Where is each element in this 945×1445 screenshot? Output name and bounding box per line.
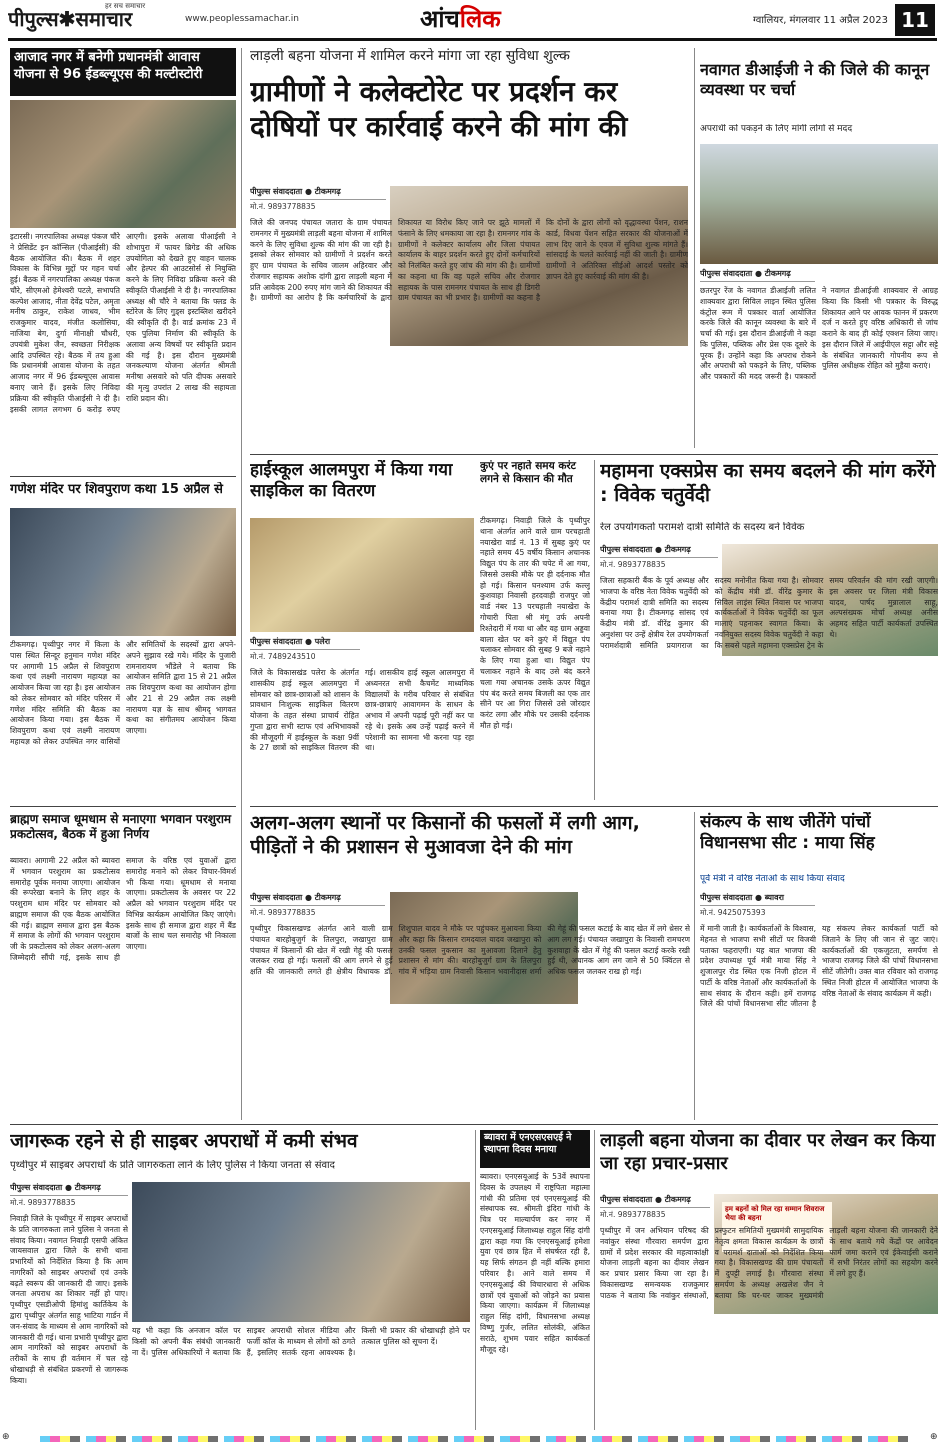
right-mid-byline: पीपुल्स संवाददाता ● टीकमगढ़ — [600, 544, 718, 558]
bot-mid-body: ब्यावरा। एनएसयूआई के 53वें स्थापना दिवस के उपलक्ष्य में राष्ट्रपिता महात्मा गांधी की प्रतिमा एवं एनएसयूआई की संस्थापक स्व. श्रीमती इंदिरा गांधी के चित्र पर माल्यार्पण कर नगर में एनएसयूआई जिलाध्यक्ष राहुल सिंह दांगी द्वारा कहा गया कि एनएसयूआई हमेशा युवा एवं छात्र हित में संघर्षरत रही है, यह सिर्फ संगठन ही नहीं बल्कि हमारा परिवार है। आने वाले समय में एनएसयूआई की विचारधारा से अधिक छात्रों एवं युवाओं को जोड़ने का प्रयास किया जाएगा। कार्यक्रम में जिलाध्यक्ष राहुल सिंह दांगी, विधानसभा अध्यक्ष विष्णु गुर्जर, ललित सोलंकी, अंकित सराठे, शुभम पवार सहित कार्यकर्ता मौजूद रहे। — [480, 1172, 590, 1354]
right-mid2-byline: पीपुल्स संवाददाता ● ब्यावरा — [700, 892, 815, 906]
bot-right-body: पृथ्वीपुर में जन अभियान परिषद की नवांकुर संस्था गौरवारा समर्पण द्वारा ग्रामों में प्रदेश सरकार की महत्वाकांक्षी योजना लाड़ली बहना का दीवार लेखन कर प्रचार प्रसार किया जा रहा है। विकासखण्ड समन्वयक राजकुमार पाठक ने बताया कि नवांकुर संस्थाओं, प्रस्फुटन समितियों मुख्यमंत्री सामुदायिक नेतृत्व क्षमता विकास कार्यक्रम के छात्रों व परामर्श दाताओं को निर्देशित किया गया है। विकासखण्ड की ग्राम पंचायतों में दुपट्टी लगाई है। गौरवारा संस्था समर्पण के अध्यक्ष अखलेश जैन ने बताया कि घर-घर जाकर मुख्यमंत्री लाड़ली बहना योजना की जानकारी देने के साथ बताये गये केंद्रों पर आवेदन फार्म जमा कराने एवं ईकेवाईसी कराने में सभी निरंतर लोगों का सहयोग करने में लगे हुए हैं। — [600, 1226, 938, 1300]
divider — [10, 476, 236, 477]
bot-left-mobile: मो.नं. 9893778835 — [10, 1198, 76, 1207]
divider — [10, 806, 236, 807]
section-title-part-a: आंच — [420, 4, 460, 33]
newspaper-logo: पीपुल्स✱समाचार — [8, 7, 133, 31]
col1-top-photo — [10, 100, 236, 228]
right-mid-body: जिला सहकारी बैंक के पूर्व अध्यक्ष और भाजपा के वरिष्ठ नेता विवेक चतुर्वेदी को केंद्रीय परामर्श दात्री समिति का सदस्य बनाया गया है। टीकमगढ़ सांसद एवं केंद्रीय मंत्री डॉ. वीरेंद्र कुमार की अनुशंसा पर उन्हें क्षेत्रीय रेल उपयोगकर्ता परामर्शदात्री समिति प्रयागराज का सदस्य मनोनीत किया गया है। सोमवार को केंद्रीय मंत्री डॉ. वीरेंद्र कुमार के सिविल लाइंस स्थित निवास पर भाजपा कार्यकर्ताओं ने विवेक चतुर्वेदी का फूल मालाएं पहनाकर स्वागत किया। के नवनियुक्त सदस्य विवेक चतुर्वेदी ने कहा कि सबसे पहले महामना एक्सप्रेस ट्रेन के समय परिवर्तन की मांग रखी जाएगी। इस अवसर पर जिला मंत्री विकास यादव, पार्षद मुन्नालाल साहू, अल्पसंख्यक मोर्चा अध्यक्ष अनीस अहमद सहित पार्टी कार्यकर्ता उपस्थित थे। — [600, 576, 938, 650]
top-story-body: जिले की जनपद पंचायत जतारा के ग्राम पंचायत रामनगर में मुख्यमंत्री लाड़ली बहना योजना में शामिल करने के लिए सुविधा शुल्क की मांग की जा रही है। इसको लेकर सोमवार को ग्रामीणों ने प्रदर्शन करते हुए ग्राम पंचायत के सचिव जालम अहिरवार और रोजगार सहायक अशोक दांगी द्वारा लाड़ली बहना में प्रति आवेदक 200 रुपए मांग जाने की शिकायत की है। ग्रामीणों का आरोप है कि कर्मचारियों के द्वारा शिकायत या विरोध किए जाने पर झूठे मामलों में फंसाने के लिए धमकाया जा रहा है। रामनगर गांव के ग्रामीणों ने कलेक्टर कार्यालय और जिला पंचायत कार्यालय के बाहर प्रदर्शन करते हुए दोनों कर्मचारियों को निलंबित करते हुए जांच की मांग की है। ग्रामीणों का कहना था कि वह पहले सचिव और रोजगार सहायक के पास रामनगर पंचायत के साथ ही डिगरी ग्राम पंचायत का भी प्रभार है। ग्रामीणों का कहना है कि दोनों के द्वारा लोगों को वृद्धावस्था पेंशन, राशन कार्ड, विधवा पेंशन सहित सरकार की योजनाओं में लाभ दिए जाने के एवज में सुविधा शुल्क मांगते हैं। सांसदाई के चलते कार्रवाई नहीं की जाती है। ग्रामीण ग्रामीणों ने अतिरिक्त सीईओ आदर्श पस्तोर को ज्ञापन देते हुए कार्रवाई की मांग की है। — [250, 218, 688, 303]
divider — [250, 806, 938, 807]
bot-left-body-a: निवाड़ी जिले के पृथ्वीपुर में साइबर अपराधों के प्रति जागरुकता लाने पुलिस ने जनता से संवाद किया। नवागत निवाड़ी एसपी अंकित जायसवाल द्वारा जिले के सभी थाना प्रभारियों को निर्देशित किया है कि आम नागरिकों को साइबर अपराधों एवं उनके बढ़ते स्वरूप की जानकारी दी जाए। इसके जनता अपराध का शिकार नहीं हो पाए। पृथ्वीपुर एसडीओपी हिमांशु कार्तिकेय के द्वारा पृथ्वीपुर अंतर्गत साहू भाटिया गार्डन में जन-संवाद के माध्यम से आम नागरिकों को जानकारी दी गई। थाना प्रभारी पृथ्वीपुर द्वारा आम नागरिकों को साइबर अपराधों के तरीकों के साथ ही वर्तमान में चल रहे धोखाधड़ी से संबंधित प्रकरणों से जागरूक किया। — [10, 1214, 128, 1385]
bot-right-headline: लाड़ली बहना योजना का दीवार पर लेखन कर किया जा रहा प्रचार-प्रसार — [600, 1130, 936, 1174]
right-top-byline: पीपुल्स संवाददाता ● टीकमगढ़ — [700, 268, 815, 282]
mid-left-photo — [250, 518, 474, 632]
newspaper-tagline: हर सच समाचार — [105, 2, 146, 10]
bot-left-kicker: पृथ्वीपुर में साइबर अपराधों के प्रति जागरुकता लाने के लिए पुलिस ने किया जनता से संवाद — [10, 1160, 335, 1171]
bot-right-byline: पीपुल्स संवाददाता ● टीकमगढ़ — [600, 1194, 710, 1208]
mid-left-mobile: मो.नं. 7489243510 — [250, 652, 316, 661]
section-title — [420, 2, 540, 34]
right-top-kicker: अपराधी को पकड़ने के लिए मांगी लोगों से मदद — [700, 124, 853, 134]
bot-left-photo — [132, 1182, 470, 1322]
column-divider — [694, 48, 695, 448]
bot-mid-headline: ब्यावरा में एनएसएसएई ने स्थापना दिवस मनाया — [480, 1130, 590, 1168]
divider — [250, 454, 938, 455]
dateline: ग्वालियर, मंगलवार 11 अप्रैल 2023 — [752, 15, 888, 26]
registration-mark-left: ⊕ — [2, 1432, 10, 1442]
col1-mid-body: टीकमगढ़। पृथ्वीपुर नगर में किला के पास स्थित सिन्दूर हनुमान गणेश मंदिर पर आगामी 15 अप्रैल से शिवपुराण कथा एवं लक्ष्मी नारायण महायज्ञ का आयोजन किया जा रहा है। इस आयोजन को लेकर सोमवार को मंदिर परिसर में गणेश मंदिर समिति की बैठक का आयोजन किया गया। इस बैठक में शिवपुराण कथा एवं लक्ष्मी नारायण महायज्ञ को लेकर उपस्थित नगर वासियों और समितियों के सदस्यों द्वारा अपने-अपने सुझाव रखे गये। मंदिर के पुजारी रामनारायण भौंडेले ने बताया कि आयोजन समिति द्वारा 15 से 21 अप्रैल तक शिवपुराण कथा का आयोजन होगा और 21 से 29 अप्रैल तक लक्ष्मी नारायण यज्ञ के साथ श्रीमद् भागवत कथा का संगीतमय आयोजन किया जाएगा। — [10, 640, 236, 747]
section-title-part-b: लिक — [459, 4, 501, 33]
right-top-headline: नवागत डीआईजी ने की जिले की कानून व्यवस्था पर चर्चा — [700, 60, 930, 99]
top-story-kicker: लाड़ली बहना योजना में शामिल करने मांगा जा रहा सुविधा शुल्क — [250, 48, 570, 64]
registration-mark-right: ⊕ — [930, 1432, 938, 1442]
mid-story-headline: अलग-अलग स्थानों पर किसानों की फसलों में लगी आग, पीड़ितों ने की प्रशासन से मुआवजा देने की मांग — [250, 812, 640, 858]
bot-left-headline: जागरूक रहने से ही साइबर अपराधों में कमी संभव — [10, 1130, 358, 1152]
col1-top-body: इटारसी। नगरपालिका अध्यक्ष पंकज चौरे ने प्रेसिडेंट इन कॉन्सिल (पीआईसी) की बैठक आयोजित की। बैठक में शहर विकास के विभिन्न मुद्दों पर गहन चर्चा हुई। बैठक में नगरपालिका अध्यक्ष पंकज चौरे, सीएमओ हेमेश्वरी पटले, सभापति कल्पेश आजाद, नीता देवेंद्र पटेल, अमृता मनीष ठाकुर, राकेश जाधव, भीम राजकुमार यादव, मंजीत कलोसिया, नाजिया बेग, दुर्गा मीनाक्षी चौधरी, उपयंत्री मुकेश जैन, स्वच्छता निरीक्षक आदि उपस्थित रहे। बैठक में तय हुआ कि प्रधानमंत्री आवास योजना के तहत आजाद नगर में 96 ईडब्ल्यूएस आवास बनाए जाने हैं। इसके लिए निविदा प्रक्रिया की स्वीकृति पीआईसी ने दी है। इसकी लागत लगभग 6 करोड़ रुपए आएगी। इसके अलावा पीआईसी ने शोभापुरा में फायर ब्रिगेड की अधिक उपयोगिता को देखते हुए वाहन चालक और हेल्पर की आउटसोर्स से नियुक्ति करने के लिए निविदा प्रक्रिया करने की स्वीकृति पीआईसी ने दी है। नगरपालिका अध्यक्ष श्री चौरे ने बताया कि फ्लड के स्टोरेज के लिए गुड्स इस्टब्लिश खरीदने की स्वीकृति दी है। वार्ड क्रमांक 23 में एक पुलिया निर्माण की स्वीकृति के अलावा अन्य विषयों पर स्वीकृति प्रदान की गई है। इस दौरान मुख्यमंत्री जनकल्याण योजना अंतर्गत श्रीमती मनीषा असवारे को पति दीपक असवारे की मृत्यु उपरांत 2 लाख की सहायता राशि प्रदान की। — [10, 232, 236, 414]
wall-painting-text: हम बहनों को मिल रहा सम्मान शिवराज भैया की बहना — [722, 1202, 832, 1252]
mid-story-mobile: मो.नं. 9893778835 — [250, 908, 316, 917]
mid-story-body: पृथ्वीपुर विकासखण्ड अंतर्गत आने वाली ग्राम पंचायत बारहोबुजुर्ग के तिलपुरा, जखापुरा ग्राम पंचायत में किसानों की खेत में रखी गेहूं की फसल जलकर राख हो गई। फसलों की आग लगने से हुई क्षति की जानकारी लगते ही क्षेत्रीय विधायक डॉ. शिशुपाल यादव ने मौके पर पहुंचकर मुआयना किया और कहा कि किसान रामदयाल यादव जखापुरा को उनकी फसल नुकसान का मुआवजा दिलाने हेतु प्रशासन से मांग की। बारहोबुजुर्ग ग्राम के तिलपुरा गांव में भड़िया ग्राम निवासी किसान भवानीदास शर्मा की गेहूं की फसल कटाई के बाद खेत में लगे थ्रेसर से आग लग गई। पंचायत जखापुरा के निवासी रामचरण कुशवाहा के खेत में गेहूं की फसल कटाई करके रखी हुई थी, अचानक आग लग जाने से 50 क्विंटल से अधिक फसल जलकर राख हो गई। — [250, 924, 690, 977]
right-mid-mobile: मो.नं. 9893778835 — [600, 560, 666, 569]
col1-bot-headline: ब्राह्मण समाज धूमधाम से मनाएगा भगवान परशुराम प्रकटोत्सव, बैठक में हुआ निर्णय — [10, 812, 232, 841]
right-mid-headline: महामना एक्सप्रेस का समय बदलने की मांग करेंगे : विवेक चतुर्वेदी — [600, 460, 936, 506]
divider — [10, 1124, 938, 1125]
right-top-body: छतरपुर रेंज के नवागत डीआईजी ललित शाक्यवार द्वारा सिविल लाइन स्थित पुलिस कंट्रोल रूम में पत्रकार वार्ता आयोजित करके जिले की कानून व्यवस्था के बारे में चर्चा की गई। इस दौरान डीआईजी ने कहा कि पुलिस, पब्लिक और प्रेस एक दूसरे के पूरक हैं। उन्होंने कहा कि अपराध रोकने और अपराधी को पकड़ने के लिए, पब्लिक और पत्रकारों की मदद जरूरी है। पत्रकारों ने नवागत डीआईजी शाक्यवार से आग्रह किया कि किसी भी पत्रकार के विरुद्ध शिकायत आने पर आवक फानन में प्रकरण दर्ज न करते हुए वरिष्ठ अधिकारी से जांच कराने के बाद ही कोई एक्शन लिया जाए। इस दौरान जिले में आईपीएल सट्टा और सट्टे के संबंधित जानकारी गोपनीय रूप से पुलिस अधीक्षक रोहित को मुहैया कराएं। — [700, 286, 938, 382]
column-divider — [475, 1130, 476, 1430]
right-mid2-kicker: पूर्व मंत्री ने वरिष्ठ नेताओं के साथ किया संवाद — [700, 874, 845, 884]
column-divider — [241, 48, 242, 1120]
top-story-mobile: मो.नं. 9893778835 — [250, 202, 316, 211]
right-mid-kicker: रेल उपयोगकर्ता परामर्श दात्री समिति के सदस्य बने विवेक — [600, 522, 805, 533]
mid-left-byline: पीपुल्स संवाददाता ● पलेरा — [250, 636, 360, 650]
mid-center-headline: कुएं पर नहाते समय करंट लगने से किसान की मौत — [480, 460, 576, 486]
right-top-photo — [700, 144, 938, 264]
column-divider — [694, 812, 695, 1120]
header-rule — [8, 38, 937, 41]
col1-bot-body: ब्यावरा। आगामी 22 अप्रैल को ब्यावरा में भगवान परशुराम का प्रकटोत्सव समारोह पूर्वक मनाया जाएगा। आयोजन की रूपरेखा बनाने के लिए शहर के परशुराम धाम मंदिर पर सोमवार को ब्राह्मण समाज की एक बैठक आयोजित की गई। ब्राह्मण समाज द्वारा इस बैठक में समाज के लोगों की भगवान परशुराम जी के प्रकटोत्सव को लेकर अलग-अलग जिम्मेदारी सौंपी गई, इसके साथ ही समाज के वरिष्ठ एवं युवाओं द्वारा समारोह मनाने को लेकर विचार-विमर्श भी किया गया। धूमधाम से मनाया जाएगा। प्रकटोत्सव के अवसर पर 22 अप्रैल को भगवान परशुराम मंदिर पर विभिन्न कार्यक्रम आयोजित किए जाएंगे। इसके साथ ही समाज द्वारा शहर में बैंड बाजों के साथ चल समारोह भी निकाला जाएगा। — [10, 856, 236, 963]
column-divider — [594, 460, 595, 800]
website-url[interactable]: www.peoplessamachar.in — [185, 14, 299, 24]
top-story-headline: ग्रामीणों ने कलेक्टोरेट पर प्रदर्शन कर दोषियों पर कार्रवाई करने की मांग की — [250, 75, 628, 143]
right-mid2-body: में मानी जाती है। कार्यकर्ताओं के विश्वास, मेहनत से भाजपा सभी सीटों पर विजयी पताका फहराएगी। यह बात भाजपा की प्रदेश उपाध्यक्ष पूर्व मंत्री माया सिंह ने शुजालपुर रोड स्थित एक निजी होटल में पार्टी के वरिष्ठ नेताओं और कार्यकर्ताओं के साथ संवाद के दौरान कही। हमें राजगढ़ जिले की पांचों विधानसभा सीट जीतना है यह संकल्प लेकर कार्यकर्ता पार्टी को जिताने के लिए जी जान से जुट जाएं। कार्यकर्ताओं की एकजुटता, समर्पण से भाजपा राजगढ़ जिले की पांचों विधानसभा सीटें जीतेगी। उक्त बात रविवार को राजगढ़ स्थित निजी होटल में आयोजित भाजपा के वरिष्ठ नेताओं के संवाद कार्यक्रम में कही। — [700, 924, 938, 1009]
col1-mid-photo — [10, 508, 236, 636]
bot-right-mobile: मो.नं. 9893778835 — [600, 1210, 666, 1219]
color-bar — [40, 1436, 910, 1442]
mid-center-body: टीकमगढ़। निवाड़ी जिले के पृथ्वीपुर थाना अंतर्गत आने वाले ग्राम परचहाती नयाखेरा वार्ड नं. 13 में सुबह कुएं पर नहाते समय 45 वर्षीय किसान अचानक विद्युत पंप के तार की चपेट में आ गया, जिससे उसकी मौके पर ही दर्दनाक मौत हो गई। किसान घनश्याम उर्फ कल्लू कुशवाहा निवासी हरदवाही राजपुर जो वार्ड नंबर 13 परचहाती नयाखेरा के गोचारी पिता श्री मंगू उर्फ अपनी रिश्तेदारी में गया था और वह ग्राम अड्डवा बाला खेत पर बने कुएं में विद्युत पंप चलाकर सोमवार की सुबह 9 बजे नहाने के लिए गया हुआ था। विद्युत पंप चलाकर नहाने के बाद उसे बंद करने चला गया अचानक उसके ऊपर विद्युत पंप बंद करते समय बिजली का एक तार सीने पर आ गिरा जिससे उसे जोरदार करंट लगा और मौके पर उसकी दर्दनाक मौत हो गई। — [480, 516, 590, 730]
bot-left-body-b: यह भी कहा कि अनजान कॉल पर किसी को अपनी बैंक संबंधी जानकारी ना दें। पुलिस अधिकारियों ने बताया कि साइबर अपराधी सोशल मीडिया और फर्जी कॉल के माध्यम से लोगों को ठगते हैं, इसलिए सतर्क रहना आवश्यक है। किसी भी प्रकार की धोखाधड़ी होने पर तत्काल पुलिस को सूचना दें। — [132, 1326, 470, 1357]
mid-left-body: जिले के विकासखंड पलेरा के अंतर्गत शासकीय हाई स्कूल आलमपुरा में सोमवार को छात्र-छात्राओं को शासन के प्रावधान निःशुल्क साइकिल वितरण योजना के तहत संस्था प्राचार्य रोहित गुप्ता द्वारा सभी स्टाफ एवं अभिभावकों की मौजूदगी में हाईस्कूल के कक्षा 9वीं के 27 छात्रों को साइकिल वितरण की गई। शासकीय हाई स्कूल आलमपुरा में अध्यनरत सभी कैचमेंट माध्यमिक विद्यालयों के गरीब परिवार से संबंधित छात्र-छात्राएं आवागमन के साधन के अभाव में अपनी पढ़ाई पूरी नहीं कर पा रहे थे। इसके अब उन्हें पढ़ाई करने में परेशानी का सामना भी करना पड़ रहा था। — [250, 668, 474, 753]
column-divider — [594, 1130, 595, 1430]
right-mid2-mobile: मो.नं. 9425075393 — [700, 908, 766, 917]
col1-top-headline: आजाद नगर में बनेगी प्रधानमंत्री आवास योजना से 96 ईडब्ल्यूएस की मल्टीस्टोरी — [10, 48, 236, 96]
mid-left-headline: हाईस्कूल आलमपुरा में किया गया साइकिल का वितरण — [250, 460, 453, 502]
mid-story-byline: पीपुल्स संवाददाता ● टीकमगढ़ — [250, 892, 385, 906]
page-number: 11 — [895, 4, 935, 36]
right-mid2-headline: संकल्प के साथ जीतेंगे पांचों विधानसभा सीट : माया सिंह — [700, 812, 875, 854]
top-story-byline: पीपुल्स संवाददाता ● टीकमगढ़ — [250, 186, 386, 200]
bot-left-byline: पीपुल्स संवाददाता ● टीकमगढ़ — [10, 1182, 128, 1196]
col1-mid-headline: गणेश मंदिर पर शिवपुराण कथा 15 अप्रैल से — [10, 482, 223, 497]
